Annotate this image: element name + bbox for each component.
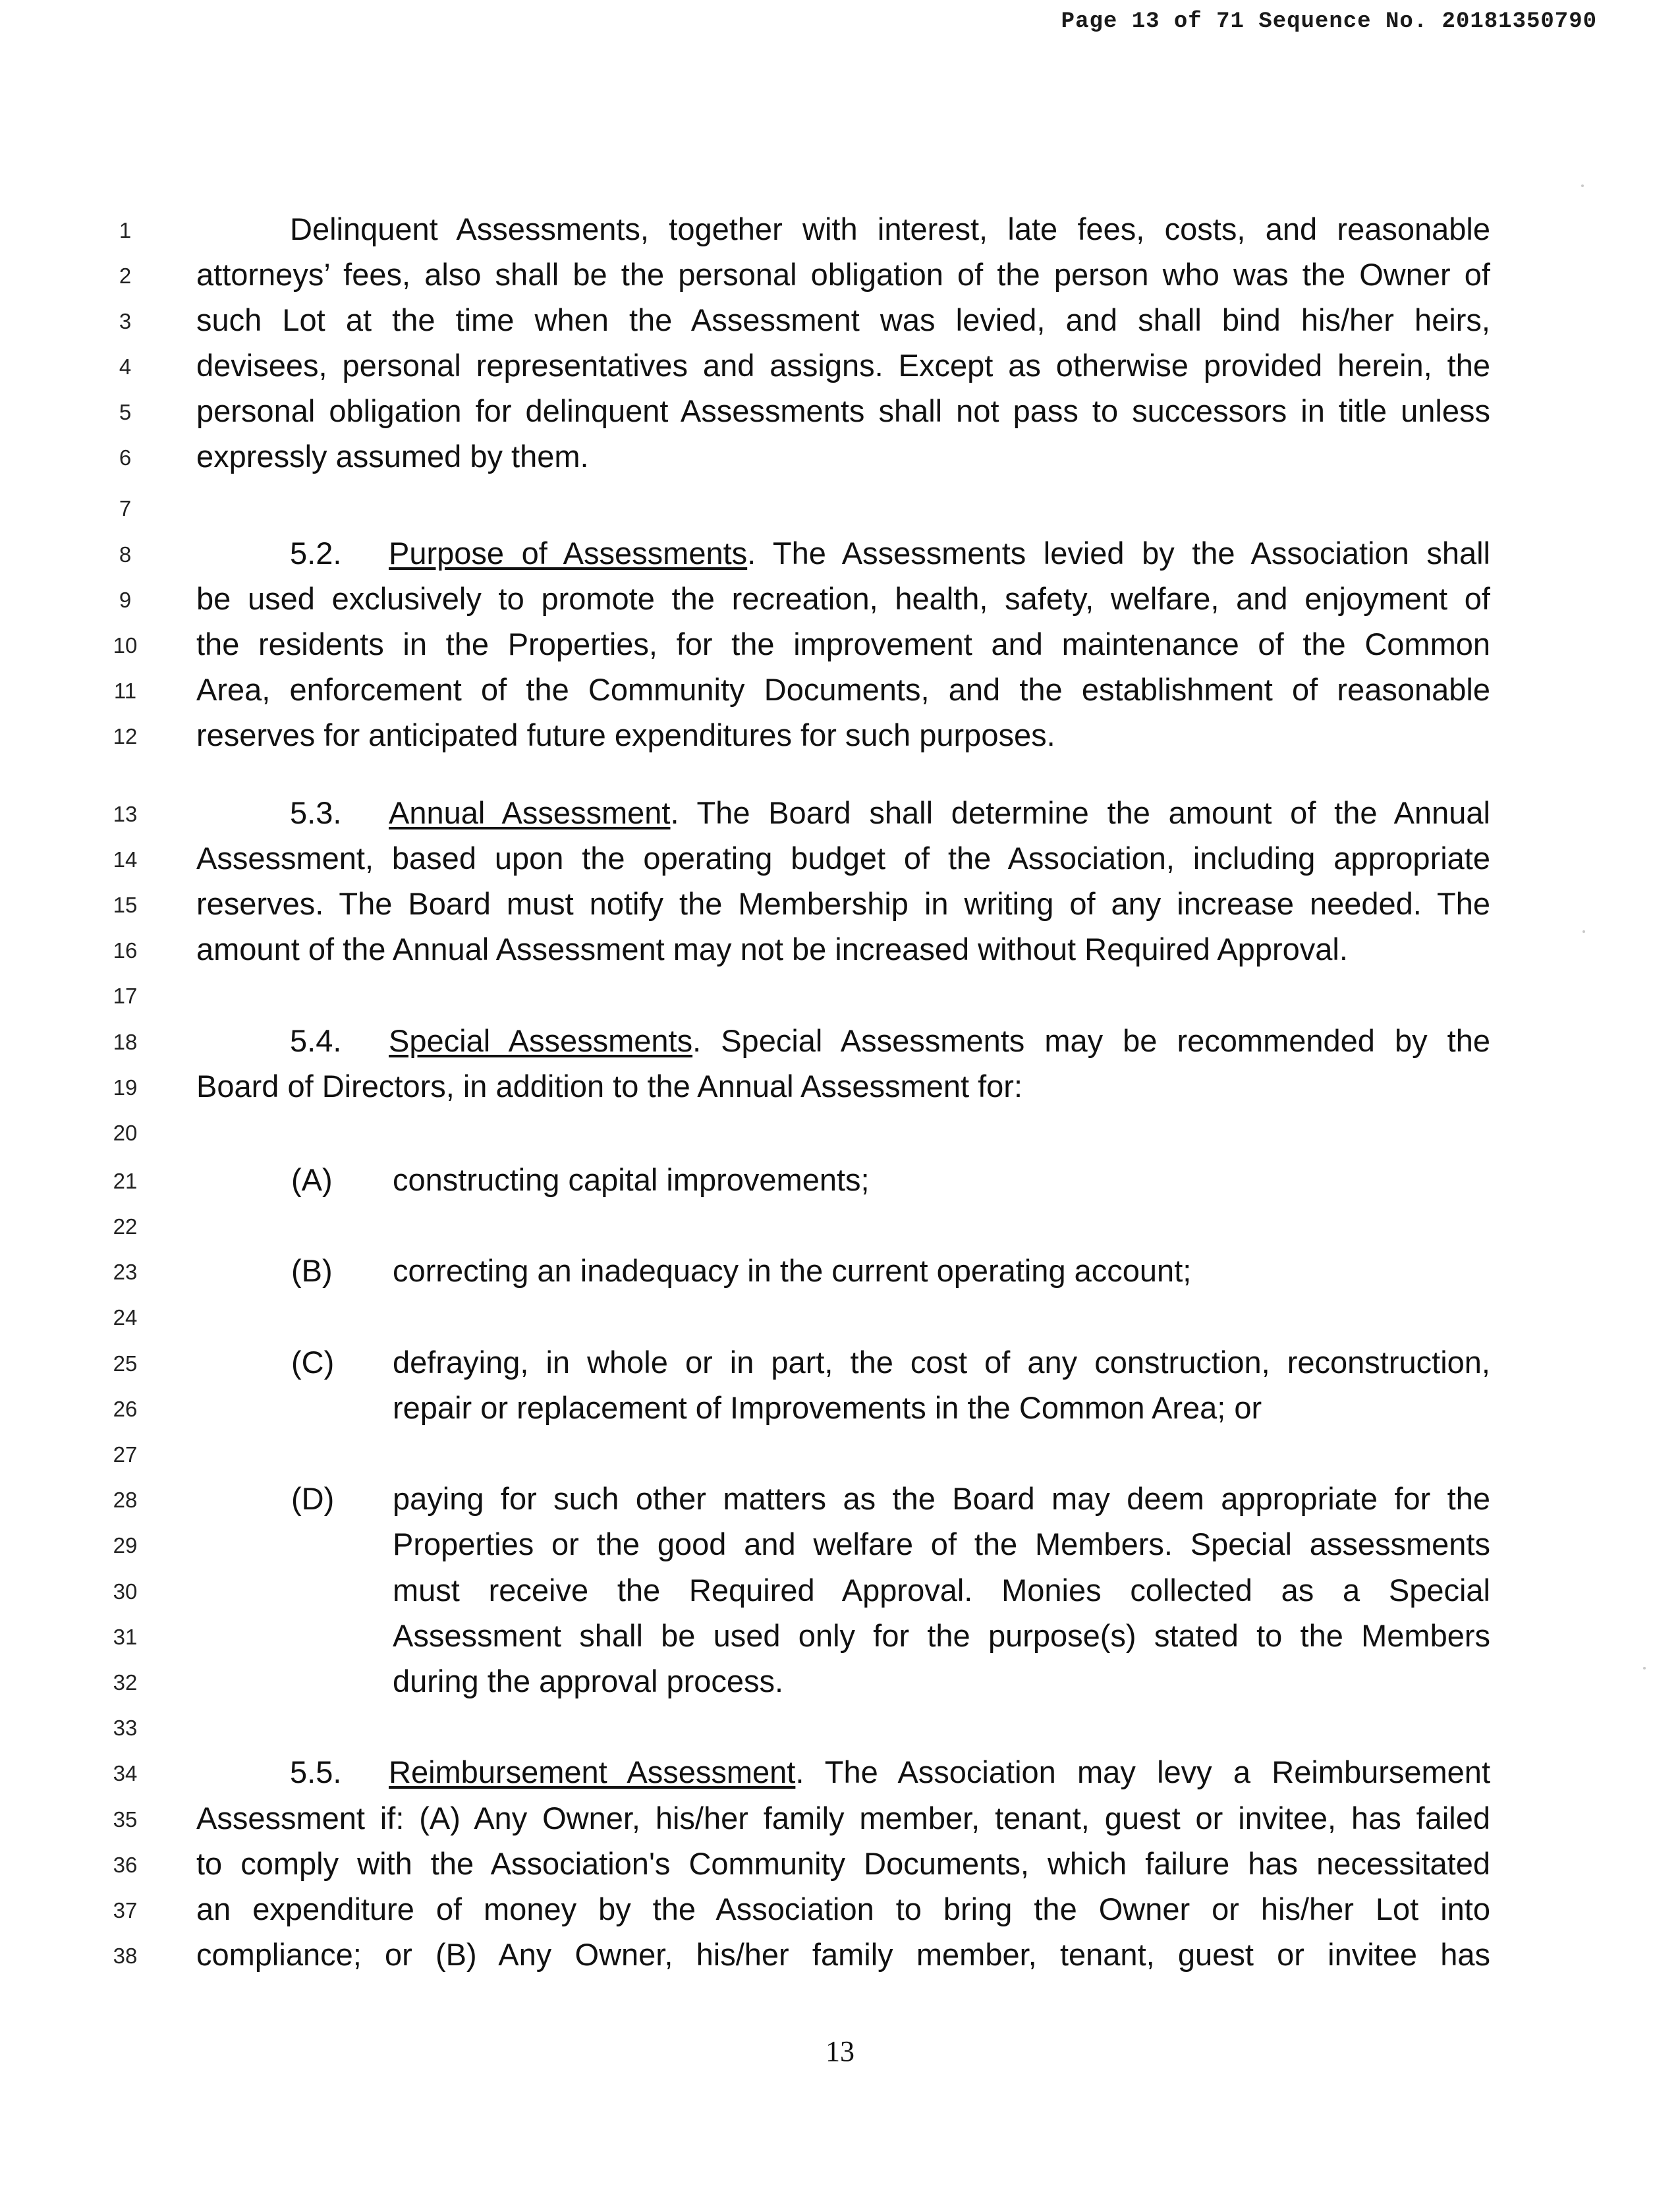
line-number: 3 [119,309,132,333]
line-number: 15 [113,893,138,917]
line-number: 9 [119,588,132,612]
section-heading: Reimbursement Assessment [389,1754,796,1789]
line-number: 20 [113,1121,138,1145]
line-number: 19 [113,1075,138,1100]
line-number: 31 [113,1625,138,1649]
line-number: 32 [113,1670,138,1695]
line-number: 29 [113,1533,138,1557]
line-number: 13 [113,802,138,826]
text-line: Properties or the good and welfare of the Members. Special assessments [393,1527,1490,1561]
line-number: 21 [113,1169,138,1193]
section-heading-line [290,1754,1490,1791]
text-line: Board of Directors, in addition to the Annual Assessment for: [196,1069,1023,1104]
section-heading-line [290,795,1490,831]
text-line: the residents in the Properties, for the improvement and maintenance of the Common [196,627,1490,661]
section-number: 5.2. [290,536,342,571]
scan-speck [1581,184,1584,187]
section-number: 5.3. [290,795,342,830]
section-heading-line [290,535,1490,572]
text-line: reserves for anticipated future expenditures for such purposes. [196,717,1055,752]
line-number: 27 [113,1442,138,1467]
line-number: 33 [113,1716,138,1740]
section-heading: Purpose of Assessments [389,536,748,571]
text-line: must receive the Required Approval. Monies collected as a Special [393,1573,1490,1608]
text-line: repair or replacement of Improvements in the Common Area; or [393,1390,1262,1425]
section-lead-text: . The Board shall determine the amount of the Annual [670,795,1490,830]
line-number: 35 [113,1807,138,1832]
section-heading: Annual Assessment [389,795,671,830]
section-lead-text: . Special Assessments may be recommended by the [692,1023,1490,1058]
text-line: Delinquent Assessments, together with interest, late fees, costs, and reasonable [290,211,1490,246]
line-number: 2 [119,264,132,288]
line-number: 12 [113,724,138,748]
text-line: during the approval process. [393,1664,784,1698]
line-number: 30 [113,1579,138,1604]
text-line: compliance; or (B) Any Owner, his/her family member, tenant, guest or invitee has [196,1937,1490,1972]
section-lead-text: . The Assessments levied by the Association shall [747,536,1490,571]
text-line: such Lot at the time when the Assessment was levied, and shall bind his/her heirs, [196,302,1490,337]
line-number: 11 [113,679,137,703]
line-number: 38 [113,1944,138,1968]
text-line: Area, enforcement of the Community Documents, and the establishment of reasonable [196,672,1490,707]
line-number: 7 [119,496,132,520]
text-line: Assessment if: (A) Any Owner, his/her family member, tenant, guest or invitee, has failed [196,1801,1490,1836]
text-line: defraying, in whole or in part, the cost of any construction, reconstruction, [393,1345,1490,1380]
scan-speck [1643,1667,1646,1669]
text-line: attorneys’ fees, also shall be the personal obligation of the person who was the Owner of [196,257,1490,292]
line-number: 24 [113,1305,138,1330]
text-line: an expenditure of money by the Association to bring the Owner or his/her Lot into [196,1892,1490,1926]
line-number: 22 [113,1214,138,1239]
page-header: Page 13 of 71 Sequence No. 20181350790 [1061,9,1597,34]
line-number: 23 [113,1260,138,1284]
line-number: 26 [113,1397,138,1421]
section-heading-line [290,1023,1490,1059]
list-item-label: (A) [291,1162,333,1197]
text-line: be used exclusively to promote the recreation, health, safety, welfare, and enjoyment of [196,581,1490,616]
line-number: 6 [119,445,132,470]
line-number: 25 [113,1351,138,1376]
text-line: constructing capital improvements; [393,1162,870,1197]
line-number: 34 [113,1761,138,1785]
text-line: reserves. The Board must notify the Membership in writing of any increase needed. The [196,886,1490,921]
list-item-label: (D) [291,1481,335,1516]
list-item-label: (C) [291,1345,335,1380]
text-line: to comply with the Association's Community Documents, which failure has necessitated [196,1846,1490,1881]
line-number: 4 [119,354,132,379]
text-line: correcting an inadequacy in the current operating account; [393,1253,1192,1288]
line-number: 1 [119,218,132,242]
section-number: 5.4. [290,1023,342,1058]
text-line: Assessment, based upon the operating budget of the Association, including appropriate [196,841,1490,876]
section-number: 5.5. [290,1754,342,1789]
line-number: 14 [113,847,138,872]
text-line: devisees, personal representatives and assigns. Except as otherwise provided herein, the [196,348,1490,383]
text-line: personal obligation for delinquent Assessments shall not pass to successors in title unless [196,393,1490,428]
line-number: 16 [113,938,138,963]
line-number: 10 [113,633,138,658]
scan-speck [1582,930,1585,933]
line-number: 36 [113,1853,138,1877]
text-line: Assessment shall be used only for the purpose(s) stated to the Members [393,1618,1490,1653]
text-line: amount of the Annual Assessment may not be increased without Required Approval. [196,932,1348,967]
line-number: 18 [113,1030,138,1054]
line-number: 17 [113,984,138,1008]
line-number: 37 [113,1898,138,1922]
line-number: 8 [119,542,132,567]
section-heading: Special Assessments [389,1023,693,1058]
text-line: expressly assumed by them. [196,439,589,474]
text-line: paying for such other matters as the Board may deem appropriate for the [393,1481,1490,1516]
list-item-label: (B) [291,1253,333,1288]
section-lead-text: . The Association may levy a Reimbursement [795,1754,1490,1789]
line-number: 28 [113,1488,138,1512]
page-number: 13 [826,2035,854,2067]
line-number: 5 [119,400,132,424]
